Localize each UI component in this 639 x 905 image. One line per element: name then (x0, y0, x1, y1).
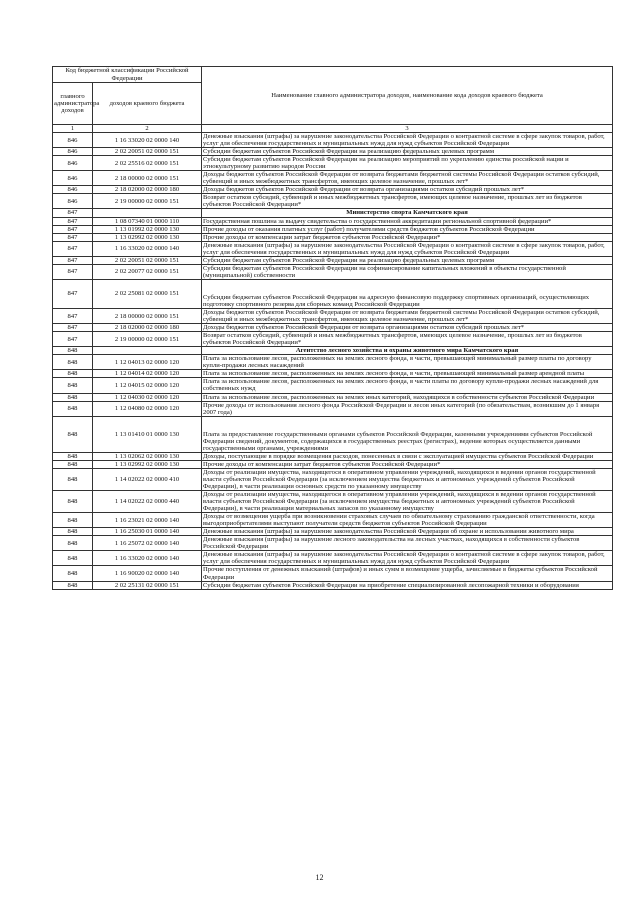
header-kbk-group: Код бюджетной классификации Российской Федерации (53, 67, 202, 83)
admin-code-cell: 848 (53, 513, 93, 528)
revenue-code-cell: 2 19 00000 02 0000 151 (93, 332, 202, 347)
revenue-code-cell: 2 02 25516 02 0000 151 (93, 156, 202, 171)
revenue-code-cell: 1 13 02992 02 0000 130 (93, 460, 202, 468)
revenue-name-cell: Плата за использование лесов, расположенных на землях лесного фонда, в части платы по договору купли-продажи лесных насаждений для собственных нужд (202, 378, 613, 393)
table-row (53, 581, 613, 589)
admin-code-cell: 847 (53, 332, 93, 347)
admin-code-cell: 846 (53, 133, 93, 148)
admin-code-cell: 846 (53, 148, 93, 156)
table-row (53, 355, 613, 370)
admin-code-cell: 846 (53, 171, 93, 186)
table-row (53, 194, 613, 209)
page-number: 12 (315, 873, 324, 882)
table-row (53, 551, 613, 566)
revenue-code-cell: 1 12 04015 02 0000 120 (93, 378, 202, 393)
admin-code-cell: 848 (53, 551, 93, 566)
table-row (53, 513, 613, 528)
revenue-name-cell: Прочие доходы от компенсации затрат бюджетов субъектов Российской Федерации* (202, 233, 613, 241)
admin-code-cell: 848 (53, 536, 93, 551)
admin-code-cell: 848 (53, 460, 93, 468)
header-col-2: 2 (93, 125, 202, 133)
table-row (53, 225, 613, 233)
revenue-code-cell: 1 13 02062 02 0000 130 (93, 452, 202, 460)
revenue-name-cell: Государственная пошлина за выдачу свидетельства о государственной аккредитации региональной спортивной федерации* (202, 217, 613, 225)
revenue-code-cell: 2 02 25081 02 0000 151 (93, 279, 202, 308)
admin-code-cell: 848 (53, 468, 93, 490)
admin-code-cell: 848 (53, 581, 93, 589)
revenue-code-cell: 1 16 33020 02 0000 140 (93, 551, 202, 566)
table-row (53, 264, 613, 279)
revenue-name-cell: Доходы от реализации имущества, находящегося в оперативном управлении учреждений, находящихся в ведении органов государственной власти субъектов Российской Федерации (за исключением имущества бюджетных и автономных учреждений субъектов Российской Федерации), в части реализации основных средств по указанному имуществу (202, 468, 613, 490)
revenue-name-cell: Доходы от реализации имущества, находящегося в оперативном управлении учреждений, находящихся в ведении органов государственной власти субъектов Российской Федерации (за исключением имущества бюджетных и автономных учреждений субъектов Российской Федерации), в части реализации материальных запасов по указанному имуществу (202, 491, 613, 513)
revenue-name-cell: Денежные взыскания (штрафы) за нарушение законодательства Российской Федерации о контрактной системе в сфере закупок товаров, работ, услуг для обеспечения государственных и муниципальных нужд для нужд субъектов Российской Федерации (202, 551, 613, 566)
table-row (53, 491, 613, 513)
table-row (53, 468, 613, 490)
admin-code-cell: 847 (53, 233, 93, 241)
table-row (53, 148, 613, 156)
table-row (53, 156, 613, 171)
table-row (53, 528, 613, 536)
admin-code-cell: 847 (53, 209, 93, 217)
revenue-code-cell (93, 209, 202, 217)
revenue-code-cell: 1 12 04014 02 0000 120 (93, 370, 202, 378)
revenue-name-cell: Денежные взыскания (штрафы) за нарушение законодательства Российской Федерации о контрактной системе в сфере закупок товаров, работ, услуг для обеспечения государственных и муниципальных нужд для нужд субъектов Российской Федерации (202, 133, 613, 148)
section-row (53, 347, 613, 355)
revenue-name-cell: Субсидии бюджетам субъектов Российской Федерации на реализацию федеральных целевых программ (202, 256, 613, 264)
admin-code-cell: 848 (53, 347, 93, 355)
revenue-code-cell: 1 16 25030 01 0000 140 (93, 528, 202, 536)
revenue-name-cell: Возврат остатков субсидий, субвенций и иных межбюджетных трансфертов, имеющих целевое назначение, прошлых лет из бюджетов субъектов Российской Федерации* (202, 332, 613, 347)
table-row (53, 416, 613, 452)
table-row (53, 171, 613, 186)
revenue-name-cell: Доходы бюджетов субъектов Российской Федерации от возврата организациями остатков субсидий прошлых лет* (202, 186, 613, 194)
revenue-name-cell: Доходы бюджетов субъектов Российской Федерации от возврата организациями остатков субсидий прошлых лет* (202, 324, 613, 332)
revenue-code-cell: 2 18 00000 02 0000 151 (93, 171, 202, 186)
header-col-1: 1 (53, 125, 93, 133)
admin-code-cell: 846 (53, 194, 93, 209)
admin-code-cell: 848 (53, 566, 93, 581)
table-row (53, 256, 613, 264)
table-row (53, 566, 613, 581)
admin-code-cell: 847 (53, 217, 93, 225)
revenue-code-cell: 2 02 20051 02 0000 151 (93, 148, 202, 156)
revenue-name-cell: Прочие доходы от компенсации затрат бюджетов субъектов Российской Федерации* (202, 460, 613, 468)
admin-code-cell: 848 (53, 528, 93, 536)
table-row (53, 279, 613, 308)
revenue-code-cell: 1 13 01410 01 0000 130 (93, 416, 202, 452)
revenue-name-cell: Субсидии бюджетам субъектов Российской Федерации на реализацию федеральных целевых программ (202, 148, 613, 156)
revenue-code-cell: 2 02 20051 02 0000 151 (93, 256, 202, 264)
admin-code-cell: 846 (53, 186, 93, 194)
revenue-code-cell: 1 14 02022 02 0000 410 (93, 468, 202, 490)
revenue-code-cell: 1 16 90020 02 0000 140 (93, 566, 202, 581)
table-row (53, 393, 613, 401)
table-row (53, 233, 613, 241)
revenue-code-cell: 1 16 23021 02 0000 140 (93, 513, 202, 528)
table-row (53, 460, 613, 468)
admin-code-cell: 847 (53, 308, 93, 323)
admin-code-cell: 847 (53, 324, 93, 332)
revenue-code-cell: 2 02 25131 02 0000 151 (93, 581, 202, 589)
header-regional: доходов краевого бюджета (93, 83, 202, 125)
admin-code-cell: 848 (53, 370, 93, 378)
revenue-name-cell: Плата за использование лесов, расположенных на землях лесного фонда, в части, превышающей минимальный размер платы по договору купли-продажи лесных насаждений (202, 355, 613, 370)
table-row (53, 308, 613, 323)
admin-code-cell: 848 (53, 378, 93, 393)
revenue-name-cell: Доходы бюджетов субъектов Российской Федерации от возврата бюджетами бюджетной системы Российской Федерации остатков субсидий, субвенций и иных межбюджетных трансфертов, имеющих целевое назначение, прошлых лет* (202, 308, 613, 323)
revenue-name-cell: Денежные взыскания (штрафы) за нарушение законодательства Российской Федерации об охране и использовании животного мира (202, 528, 613, 536)
revenue-code-cell: 1 08 07340 01 0000 110 (93, 217, 202, 225)
revenue-name-cell: Субсидии бюджетам субъектов Российской Федерации на приобретение специализированной лесопожарной техники и оборудования (202, 581, 613, 589)
header-col-3: 3 (202, 125, 613, 133)
revenue-code-cell: 2 02 20077 02 0000 151 (93, 264, 202, 279)
table-row (53, 378, 613, 393)
admin-code-cell: 846 (53, 156, 93, 171)
revenue-code-cell: 1 16 25072 02 0000 140 (93, 536, 202, 551)
header-name: Наименование главного администратора доходов, наименование кода доходов краевого бюджета (202, 67, 613, 125)
admin-code-cell: 848 (53, 452, 93, 460)
revenue-name-cell: Плата за использование лесов, расположенных на землях иных категорий, находящихся в собственности субъектов Российской Федерации (202, 393, 613, 401)
header-admin: главного администратора доходов (53, 83, 93, 125)
table-row (53, 401, 613, 416)
revenue-name-cell: Министерство спорта Камчатского края (202, 209, 613, 217)
revenue-name-cell: Субсидии бюджетам субъектов Российской Федерации на софинансирование капитальных вложений в объекты государственной (муниципальной) собственности (202, 264, 613, 279)
revenue-name-cell: Субсидии бюджетам субъектов Российской Федерации на реализацию мероприятий по укреплению единства российской нации и этнокультурному развитию народов России (202, 156, 613, 171)
admin-code-cell: 847 (53, 256, 93, 264)
revenue-code-cell: 1 16 33020 02 0000 140 (93, 241, 202, 256)
revenue-name-cell: Денежные взыскания (штрафы) за нарушение лесного законодательства на лесных участках, находящихся в собственности субъектов Российской Федерации (202, 536, 613, 551)
revenue-code-cell: 1 14 02022 02 0000 440 (93, 491, 202, 513)
revenue-code-cell: 2 18 02000 02 0000 180 (93, 324, 202, 332)
revenue-code-cell: 1 13 02992 02 0000 130 (93, 233, 202, 241)
admin-code-cell: 847 (53, 241, 93, 256)
revenue-name-cell: Агентство лесного хозяйства и охраны животного мира Камчатского края (202, 347, 613, 355)
admin-code-cell: 847 (53, 279, 93, 308)
admin-code-cell: 848 (53, 491, 93, 513)
admin-code-cell: 848 (53, 355, 93, 370)
table-row (53, 332, 613, 347)
revenue-code-cell: 1 12 04080 02 0000 120 (93, 401, 202, 416)
revenue-code-cell: 2 19 00000 02 0000 151 (93, 194, 202, 209)
revenue-name-cell: Плата за предоставление государственными органами субъектов Российской Федерации, казенными учреждениями субъектов Российской Федерации сведений, документов, содержащихся в государственных реестрах (регистрах), ведение которых осуществляется данными государственными органами, учреждениями (202, 416, 613, 452)
table-row (53, 133, 613, 148)
revenue-code-cell: 1 16 33020 02 0000 140 (93, 133, 202, 148)
revenue-code-cell: 2 18 02000 02 0000 180 (93, 186, 202, 194)
table-row (53, 217, 613, 225)
revenue-name-cell: Прочие поступления от денежных взысканий (штрафов) и иных сумм в возмещение ущерба, зачисляемые в бюджеты субъектов Российской Федерации (202, 566, 613, 581)
table-row (53, 370, 613, 378)
revenue-name-cell: Субсидии бюджетам субъектов Российской Федерации на адресную финансовую поддержку спортивных организаций, осуществляющих подготовку спортивного резерва для сборных команд Российской Федерации (202, 279, 613, 308)
admin-code-cell: 848 (53, 416, 93, 452)
revenue-name-cell: Доходы от возмещения ущерба при возникновении страховых случаев по обязательному страхованию гражданской ответственности, когда выгодоприобретателями выступают получатели средств бюджетов субъектов Российской Федерации (202, 513, 613, 528)
revenue-name-cell: Прочие доходы от оказания платных услуг (работ) получателями средств бюджетов субъектов Российской Федерации (202, 225, 613, 233)
revenue-name-cell: Денежные взыскания (штрафы) за нарушение законодательства Российской Федерации о контрактной системе в сфере закупок товаров, работ, услуг для обеспечения государственных и муниципальных нужд для нужд субъектов Российской Федерации (202, 241, 613, 256)
table-row (53, 186, 613, 194)
table-row (53, 324, 613, 332)
revenue-name-cell: Доходы бюджетов субъектов Российской Федерации от возврата бюджетами бюджетной системы Российской Федерации остатков субсидий, субвенций и иных межбюджетных трансфертов, имеющих целевое назначение, прошлых лет* (202, 171, 613, 186)
table-row (53, 536, 613, 551)
revenue-codes-table (52, 66, 613, 590)
section-row (53, 209, 613, 217)
revenue-name-cell: Плата за использование лесов, расположенных на землях лесного фонда, в части, превышающей минимальный размер арендной платы (202, 370, 613, 378)
revenue-code-cell (93, 347, 202, 355)
revenue-name-cell: Доходы, поступающие в порядке возмещения расходов, понесенных в связи с эксплуатацией имущества субъектов Российской Федерации (202, 452, 613, 460)
table-row (53, 241, 613, 256)
revenue-code-cell: 1 13 01992 02 0000 130 (93, 225, 202, 233)
table-row (53, 452, 613, 460)
revenue-code-cell: 1 12 04013 02 0000 120 (93, 355, 202, 370)
revenue-name-cell: Прочие доходы от использования лесного фонда Российской Федерации и лесов иных категорий (по обязательствам, возникшим до 1 января 2007 года) (202, 401, 613, 416)
revenue-code-cell: 1 12 04030 02 0000 120 (93, 393, 202, 401)
admin-code-cell: 848 (53, 401, 93, 416)
admin-code-cell: 848 (53, 393, 93, 401)
admin-code-cell: 847 (53, 264, 93, 279)
revenue-name-cell: Возврат остатков субсидий, субвенций и иных межбюджетных трансфертов, имеющих целевое назначение, прошлых лет из бюджетов субъектов Российской Федерации* (202, 194, 613, 209)
revenue-code-cell: 2 18 00000 02 0000 151 (93, 308, 202, 323)
admin-code-cell: 847 (53, 225, 93, 233)
